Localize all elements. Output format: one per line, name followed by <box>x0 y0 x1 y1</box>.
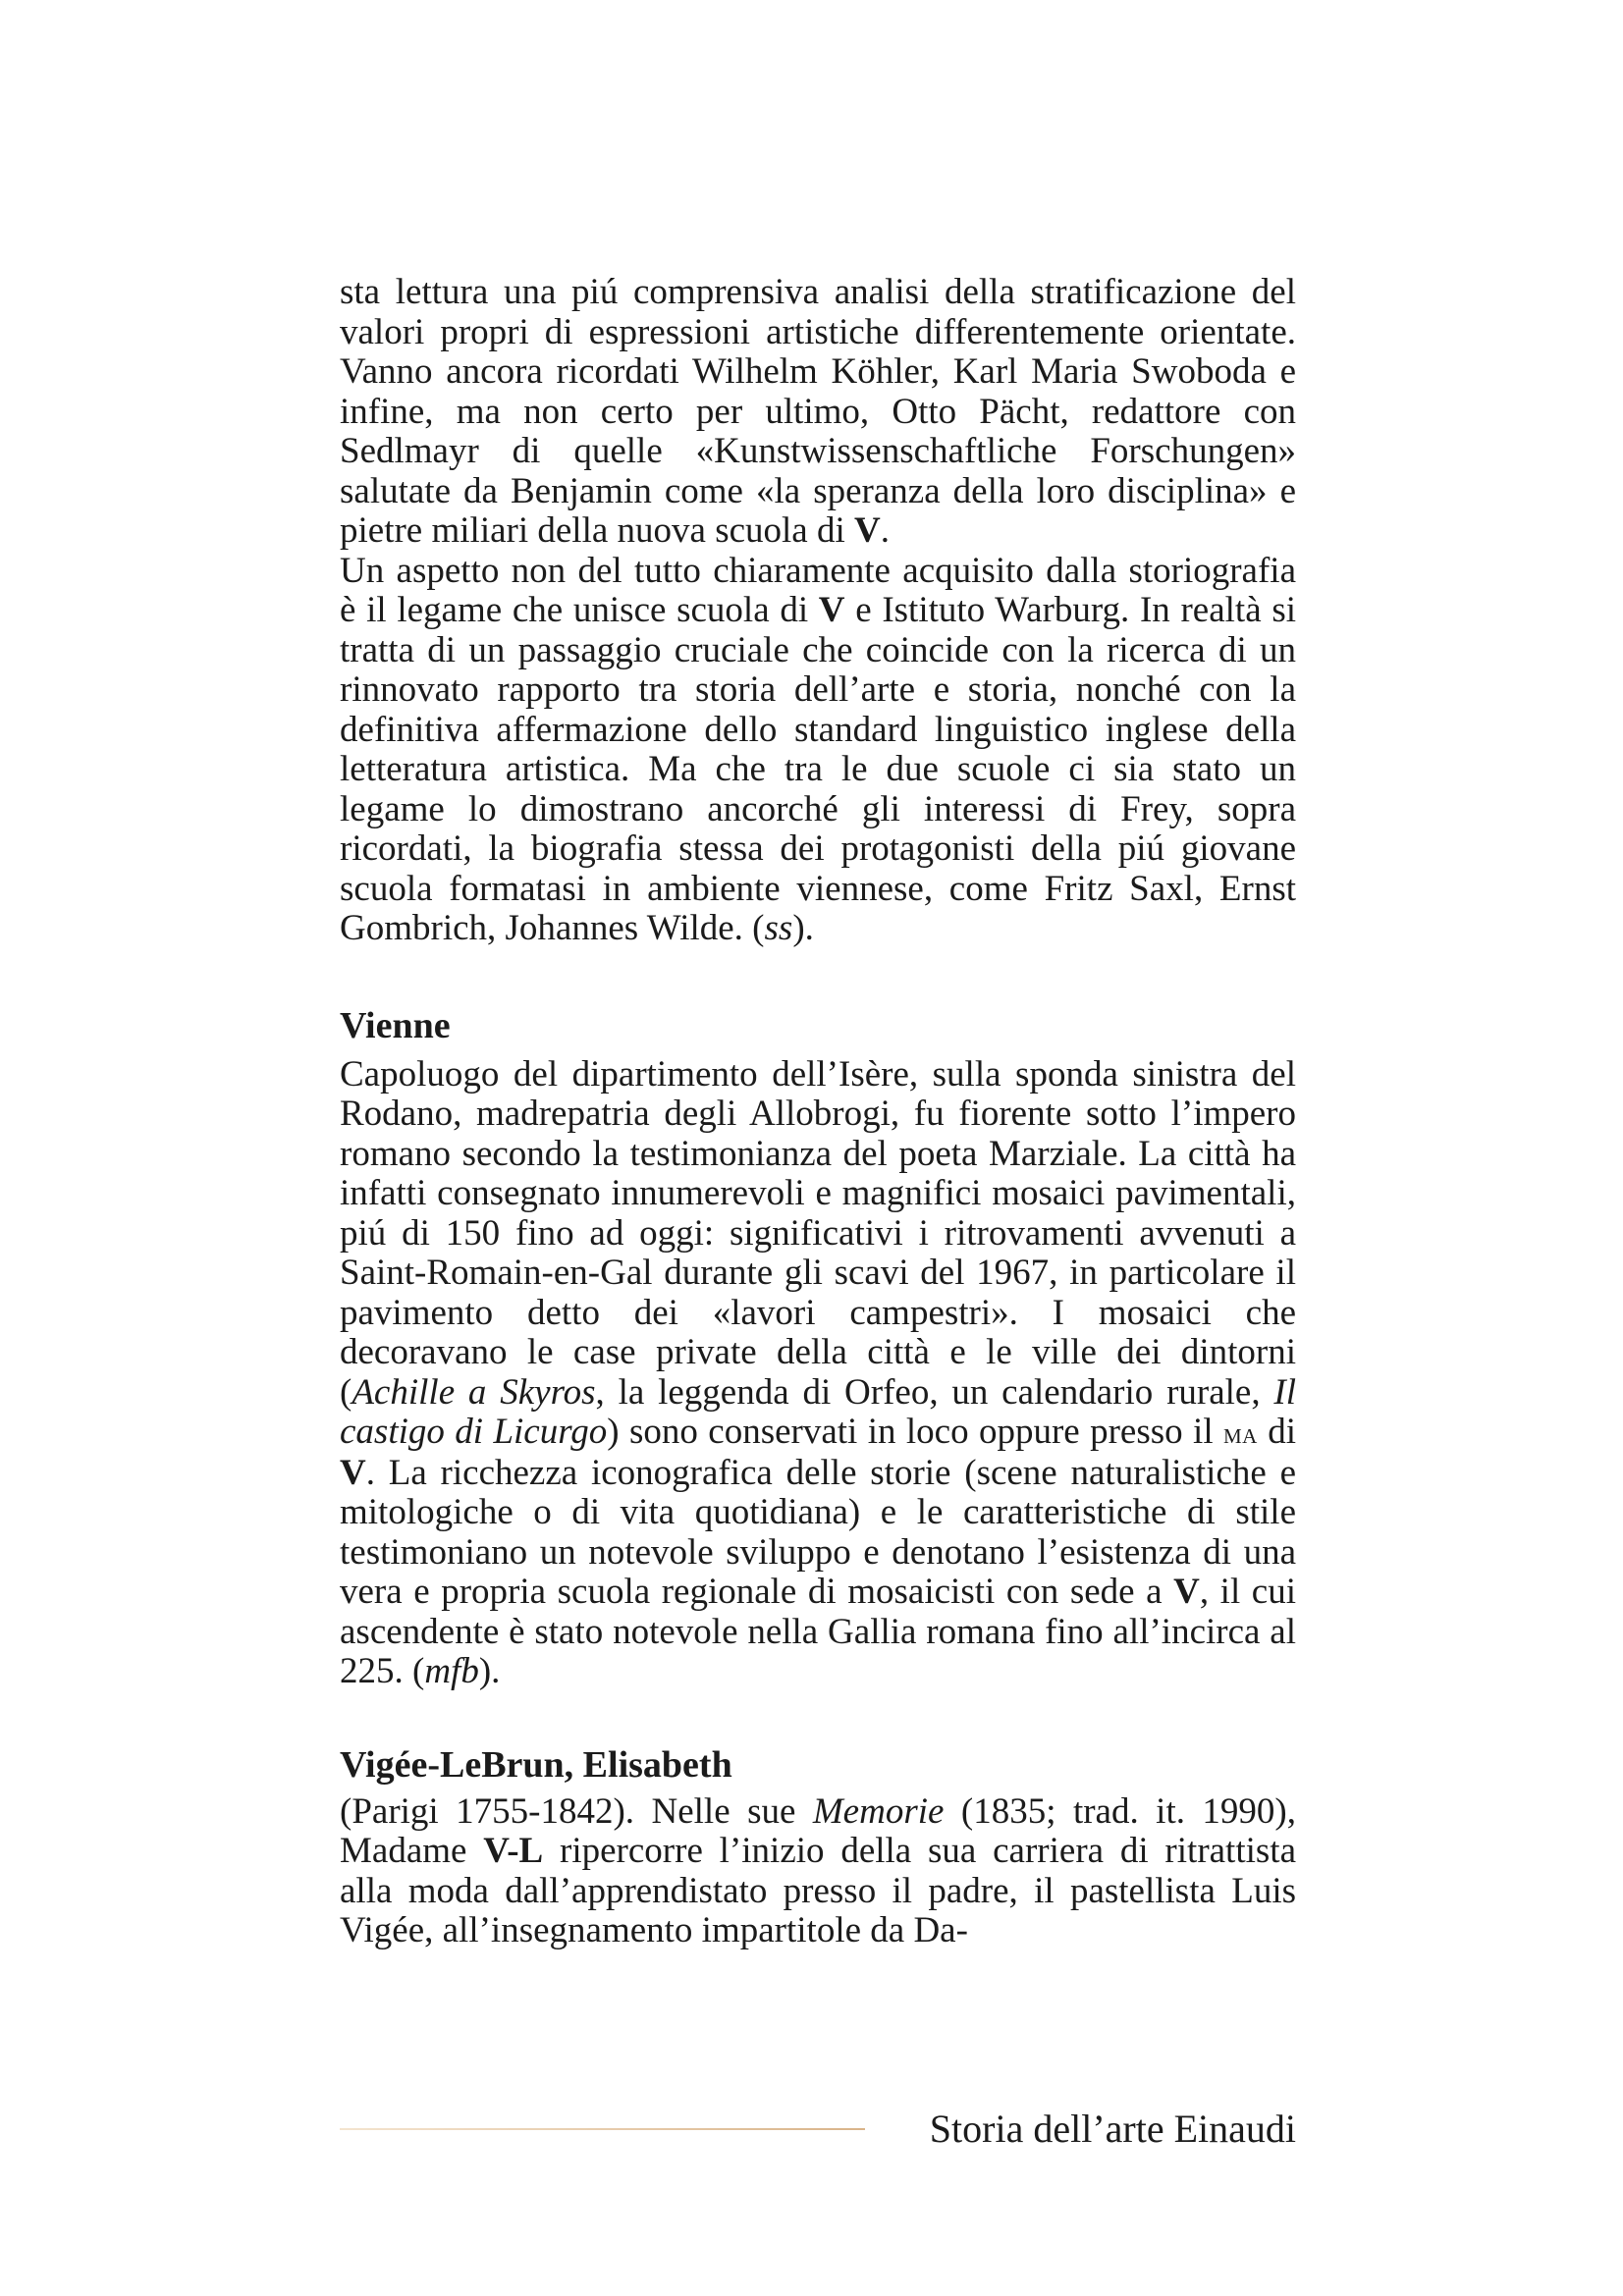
paragraph-vienna-school-1 <box>340 273 1296 552</box>
text-run: ). <box>478 1651 501 1691</box>
entry-heading-vienne: Vienne <box>340 1004 451 1046</box>
paragraph-vienne <box>340 1055 1296 1692</box>
text-run: mfb <box>424 1651 479 1691</box>
page-body <box>340 273 1296 1951</box>
text-run: . <box>880 510 890 551</box>
text-run: di <box>1257 1412 1297 1452</box>
page-footer <box>340 2105 1296 2154</box>
text-run: Memorie <box>812 1790 945 1832</box>
text-run: Achille a Skyros <box>352 1371 596 1413</box>
text-run: (Parigi 1755-1842). Nelle sue <box>340 1790 813 1832</box>
text-run: Il castigo di Licurgo <box>340 1371 1297 1452</box>
text-run: (1835; trad. it. 1990), Madame <box>340 1790 1296 1871</box>
footer-rule <box>340 2128 865 2130</box>
text-run: V <box>1173 1572 1200 1612</box>
text-run: Capoluogo del dipartimento dell’Isère, sulla sponda sinistra del Rodano, madrepatria degli Allobrogi, fu fiorente sotto l’impero romano secondo la testimonianza del poeta Marziale. La città ha infatti consegnato innumerevoli e magnifici mosaici pavimentali, piú di 150 fino ad oggi: significativi i ritrovamenti avvenuti a Saint-Romain-en-Gal durante gli scavi del 1967, in particolare il pavimento detto dei «lavori campestri». I mosaici che decoravano le case private della città e le ville dei dintorni ( <box>340 1053 1296 1413</box>
footer-publisher: Storia dell’arte Einaudi <box>929 2107 1296 2151</box>
text-run: e Istituto Warburg. In realtà si tratta di un passaggio cruciale che coincide con la ricerca di un rinnovato rapporto tra storia dell’arte e storia, nonché con la definitiva affermazione dello standard linguistico inglese della letteratura artistica. Ma che tra le due scuole ci sia stato un legame lo dimostrano ancorché gli interessi di Frey, sopra ricordati, la biografia stessa dei protagonisti della piú giovane scuola formatasi in ambiente viennese, come Fritz Saxl, Ernst Gombrich, Johannes Wilde. ( <box>340 590 1296 948</box>
text-run: V-L <box>483 1831 544 1871</box>
paragraph-vigee-lebrun <box>340 1792 1296 1951</box>
text-run: ). <box>792 908 814 948</box>
text-run: V <box>818 590 845 630</box>
text-run: , la leggenda di Orfeo, un calendario rurale, <box>595 1371 1274 1413</box>
text-run: sta lettura una piú comprensiva analisi della stratificazione del valori propri di espressioni artistiche differentemente orientate. Vanno ancora ricordati Wilhelm Köhler, Karl Maria Swoboda e infine, ma non certo per ultimo, Otto Pächt, redattore con Sedlmayr di quelle «Kunstwissenschaftliche Forschungen» salutate da Benjamin come «la speranza della loro disciplina» e pietre miliari della nuova scuola di <box>340 272 1296 551</box>
paragraph-vienna-school-2 <box>340 552 1296 949</box>
text-run: ss <box>764 908 793 948</box>
text-run: Un aspetto non del tutto chiaramente acquisito dalla storiografia è il legame che unisce scuola di <box>340 550 1296 630</box>
text-run: ) sono conservati in loco oppure presso il <box>607 1412 1223 1452</box>
text-run: ma <box>1223 1416 1258 1450</box>
text-run: . La ricchezza iconografica delle storie (scene naturalistiche e mitologiche o di vita quotidiana) e le caratteristiche di stile testimoniano un notevole sviluppo e denotano l’esistenza di una vera e propria scuola regionale di mosaicisti con sede a <box>340 1452 1296 1612</box>
entry-heading-vigee-lebrun: Vigée-LeBrun, Elisabeth <box>340 1743 732 1786</box>
text-run: V <box>340 1452 366 1493</box>
text-run: V <box>854 510 881 551</box>
text-run: , il cui ascendente è stato notevole nella Gallia romana fino all’incirca al 225. ( <box>340 1572 1297 1691</box>
text-run: ripercorre l’inizio della sua carriera di ritrattista alla moda dall’apprendistato presso il padre, il pastellista Luis Vigée, all’insegnamento impartitole da Da- <box>340 1831 1296 1950</box>
